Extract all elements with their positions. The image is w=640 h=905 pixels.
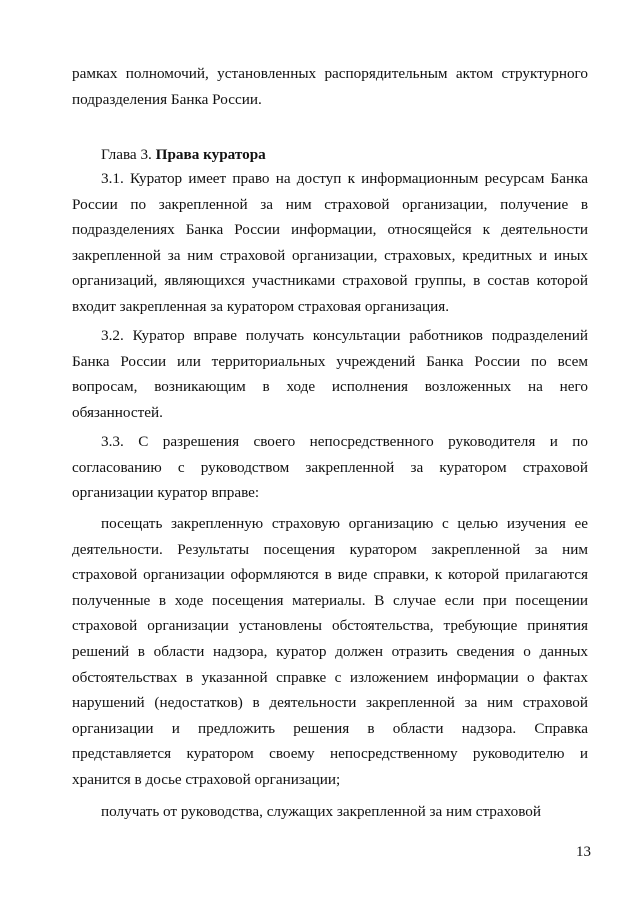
chapter-number-label: Глава 3.: [101, 146, 152, 163]
intro-paragraph: рамках полномочий, установленных распорядительным актом структурного подразделения Банка России.: [72, 65, 588, 108]
paragraph-3-3: 3.3. С разрешения своего непосредственного руководителя и по согласованию с руководством закрепленной за куратором страховой организации куратор вправе:: [72, 433, 588, 502]
page-number: 13: [576, 844, 591, 860]
paragraph-3-1: 3.1. Куратор имеет право на доступ к информационным ресурсам Банка России по закрепленной за ним страховой организации, получение в подразделениях Банка России информации, относящейся к деятельности закрепленной за ним страховой организации, страховых, кредитных и иных организаций, являющихся участниками страховой группы, в состав которой входит закрепленная за куратором страховая организация.: [72, 170, 588, 315]
paragraph-3-2: 3.2. Куратор вправе получать консультации работников подразделений Банка России или территориальных учреждений Банка России по всем вопросам, возникающим в ходе исполнения возложенных на него обязанностей.: [72, 327, 588, 421]
chapter-heading: [101, 142, 266, 168]
chapter-title: Права куратора: [155, 146, 266, 163]
paragraph-receive-from-management: получать от руководства, служащих закрепленной за ним страховой: [101, 803, 542, 820]
paragraph-visit-organization: посещать закрепленную страховую организацию с целью изучения ее деятельности. Результаты посещения куратором закрепленной за ним страховой организации оформляются в виде справки, к которой прилагаются полученные в ходе посещения материалы. В случае если при посещении страховой организации установлены обстоятельства, требующие принятия решений в области надзора, куратор должен отразить сведения о данных обстоятельствах в указанной справке с изложением информации о фактах нарушений (недостатков) в деятельности закрепленной за ним страховой организации и предложить решения в области надзора. Справка представляется куратором своему непосредственному руководителю и хранится в досье страховой организации;: [72, 515, 588, 788]
